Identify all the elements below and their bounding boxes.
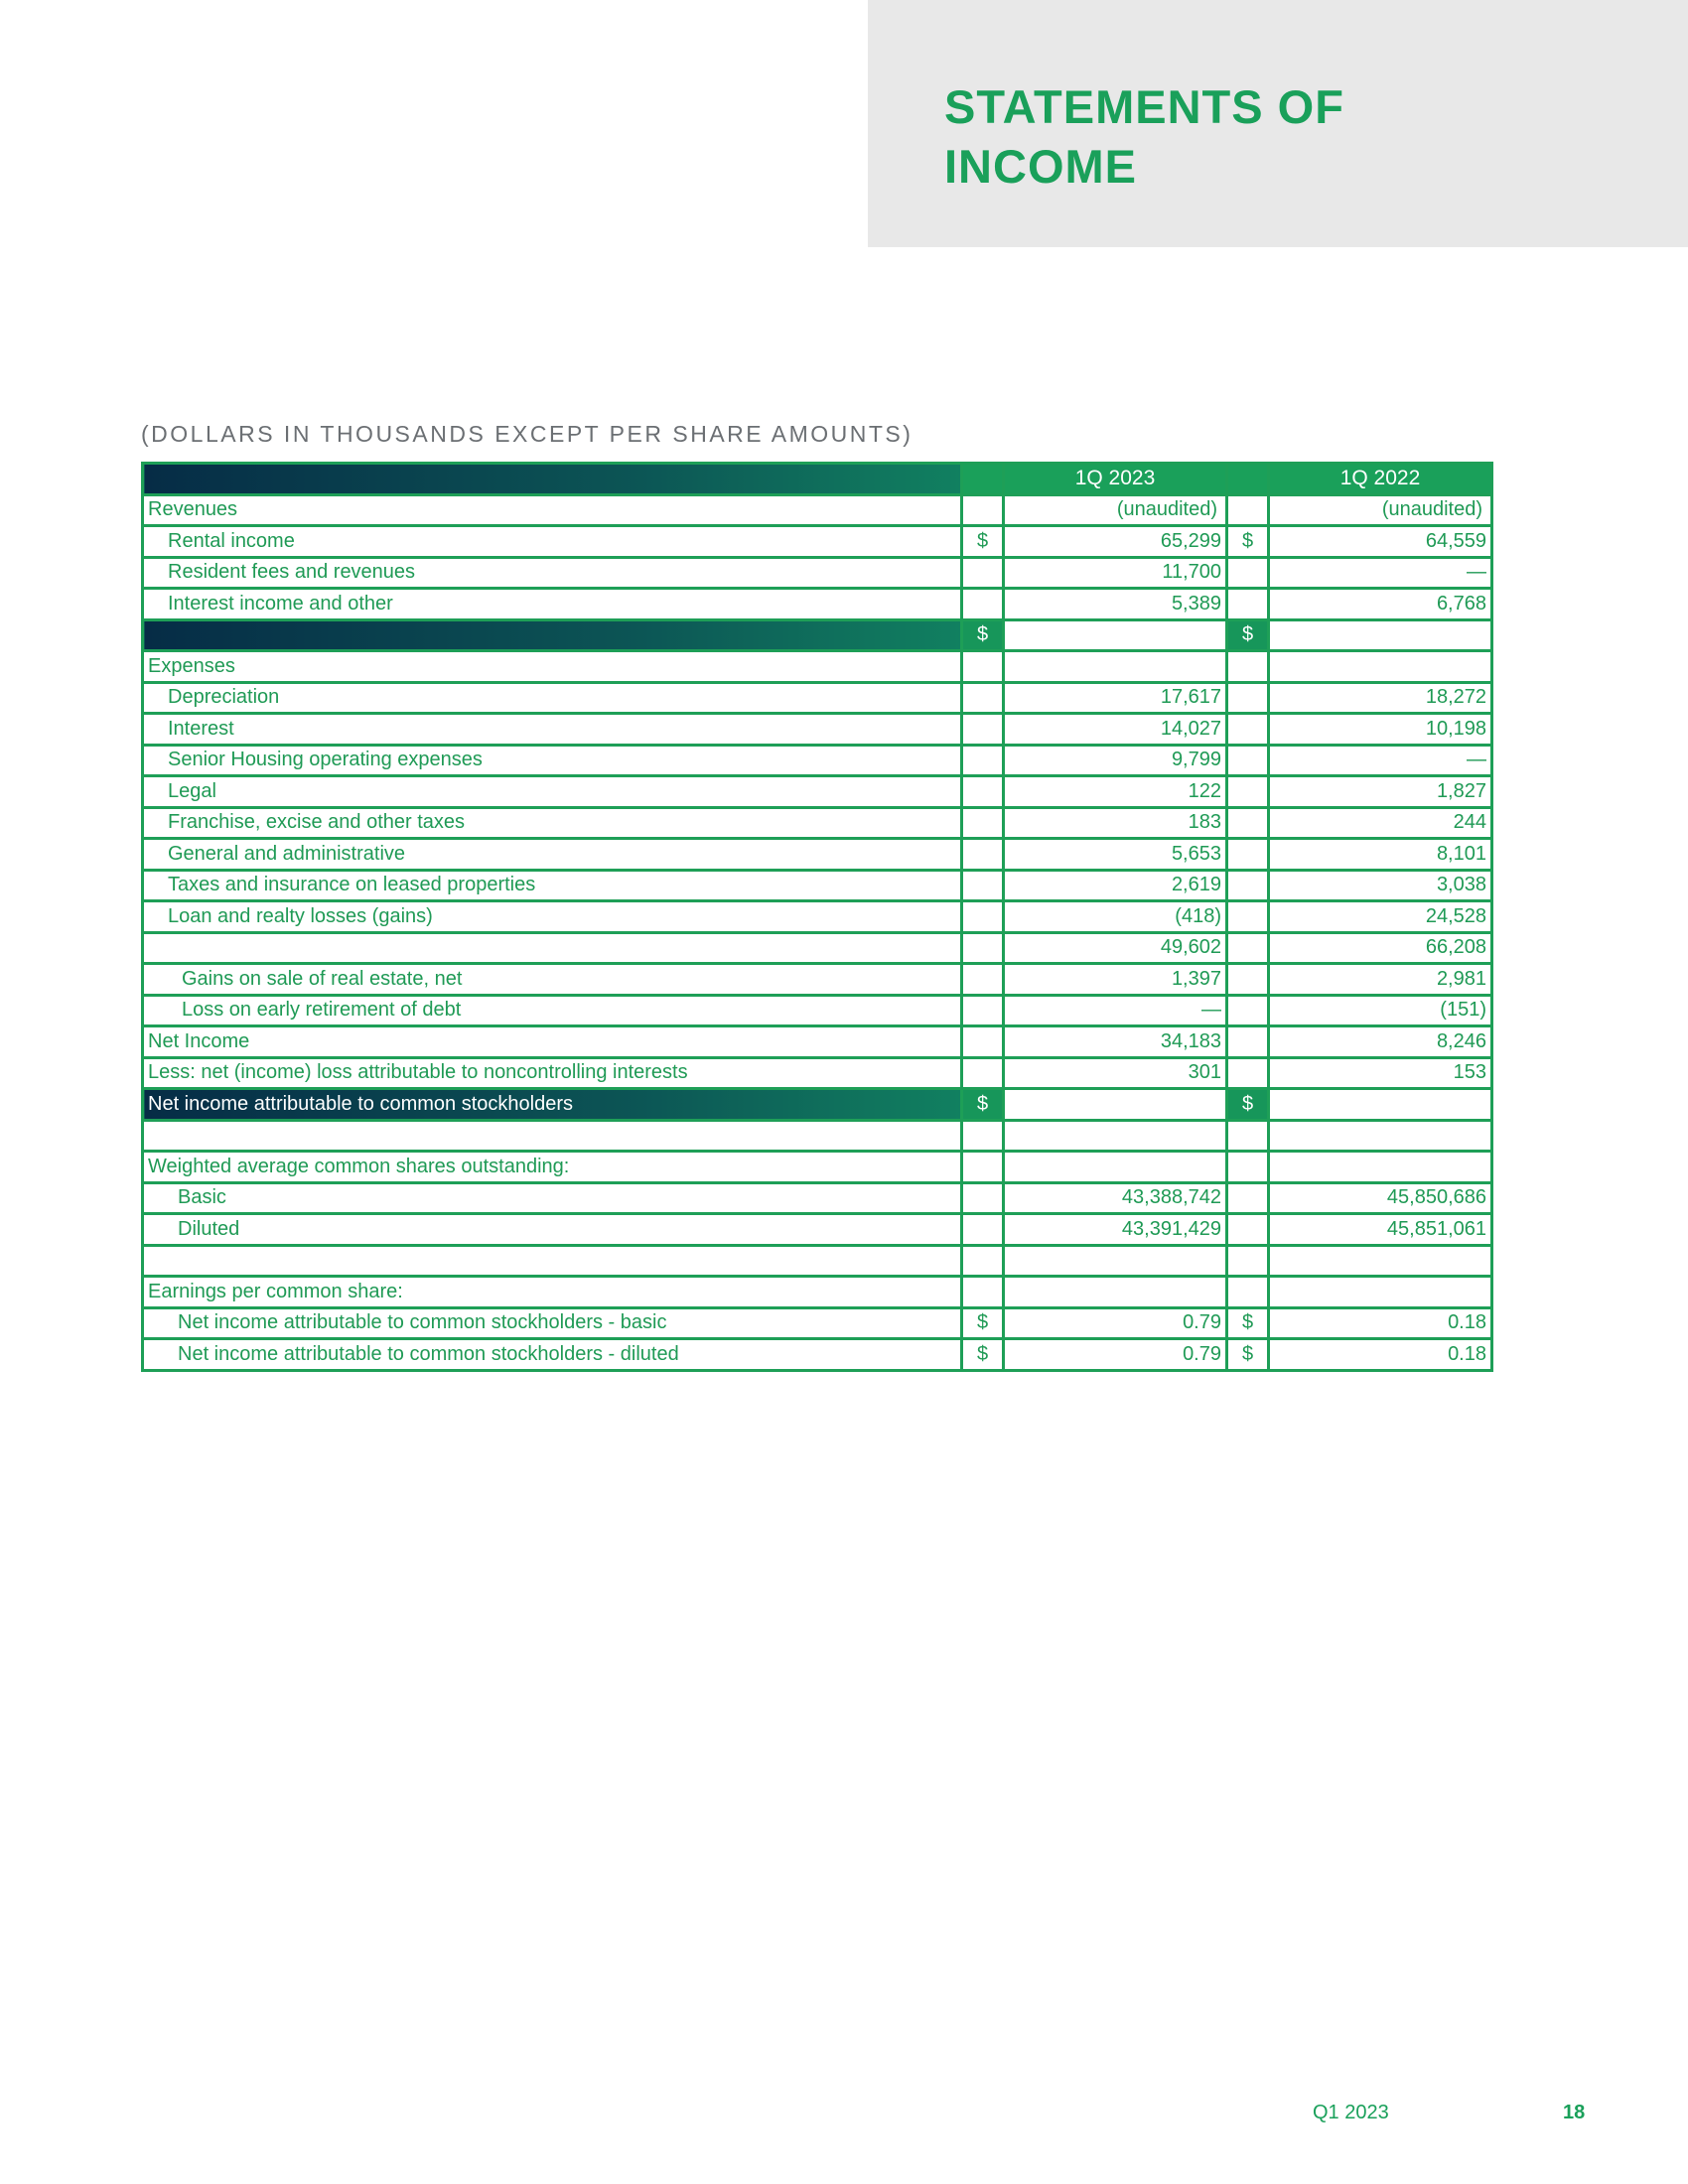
row-value-b: 18,272 <box>1269 682 1492 714</box>
income-statement-table <box>141 462 1493 1372</box>
row-label: Loan and realty losses (gains) <box>143 901 962 933</box>
header-sym-cell <box>1227 464 1269 495</box>
row-value-b: 153 <box>1269 1057 1492 1089</box>
row-value-a: 0.79 <box>1004 1307 1227 1339</box>
row-value-b: 1,827 <box>1269 776 1492 808</box>
row-sym-a <box>962 1182 1004 1214</box>
row-label: Expenses <box>143 651 962 683</box>
row-value-b: 8,101 <box>1269 839 1492 871</box>
row-value-a <box>1004 1245 1227 1277</box>
header-label-cell <box>143 464 962 495</box>
row-sym-b <box>1227 557 1269 589</box>
row-spacer <box>143 1120 1492 1152</box>
row-sym-b <box>1227 870 1269 901</box>
row-rental-income <box>143 526 1492 558</box>
row-value-a: 49,602 <box>1004 932 1227 964</box>
row-value-a: (418) <box>1004 901 1227 933</box>
row-sym-b: $ <box>1227 1089 1269 1121</box>
row-sym-a <box>962 745 1004 776</box>
row-value-b: 66,208 <box>1269 932 1492 964</box>
row-revenues <box>143 494 1492 526</box>
row-value-a: (unaudited) <box>1004 494 1227 526</box>
row-loss-early-retirement <box>143 995 1492 1026</box>
row-sym-a <box>962 682 1004 714</box>
row-sym-b <box>1227 1245 1269 1277</box>
row-interest <box>143 714 1492 746</box>
row-sym-b <box>1227 1026 1269 1058</box>
row-value-a: 82,388 <box>1004 619 1227 651</box>
row-legal <box>143 776 1492 808</box>
row-value-b <box>1269 1152 1492 1183</box>
row-value-b: 24,528 <box>1269 901 1492 933</box>
row-franchise-taxes <box>143 807 1492 839</box>
row-label: Net income attributable to common stockholders - diluted <box>143 1339 962 1371</box>
row-label: Gains on sale of real estate, net <box>143 964 962 996</box>
row-eps-basic <box>143 1307 1492 1339</box>
row-value-a: 5,653 <box>1004 839 1227 871</box>
row-label <box>143 932 962 964</box>
row-value-b: 64,559 <box>1269 526 1492 558</box>
footer-period: Q1 2023 <box>1313 2102 1389 2123</box>
row-label: Basic <box>143 1182 962 1214</box>
row-value-b: 3,038 <box>1269 870 1492 901</box>
row-value-a: — <box>1004 995 1227 1026</box>
title-line-2: INCOME <box>944 140 1137 193</box>
row-value-b: 2,981 <box>1269 964 1492 996</box>
row-sym-b <box>1227 1120 1269 1152</box>
row-value-b: — <box>1269 745 1492 776</box>
row-sym-a <box>962 1214 1004 1246</box>
row-value-a: 5,389 <box>1004 589 1227 620</box>
row-label: Revenues <box>143 494 962 526</box>
row-label: Weighted average common shares outstanding: <box>143 1152 962 1183</box>
row-sym-a <box>962 714 1004 746</box>
row-sym-b <box>1227 745 1269 776</box>
row-value-b: 8,246 <box>1269 1026 1492 1058</box>
row-total-revenues <box>143 619 1492 651</box>
title-panel <box>868 0 1688 247</box>
row-value-b: 45,851,061 <box>1269 1214 1492 1246</box>
row-value-a <box>1004 651 1227 683</box>
row-sym-b <box>1227 589 1269 620</box>
row-value-b: 6,768 <box>1269 589 1492 620</box>
row-sym-a <box>962 1152 1004 1183</box>
title-line-1: STATEMENTS OF <box>944 80 1344 133</box>
row-sym-b: $ <box>1227 619 1269 651</box>
header-sym-cell <box>962 464 1004 495</box>
row-sym-a <box>962 995 1004 1026</box>
row-net-income-common <box>143 1089 1492 1121</box>
row-label: Resident fees and revenues <box>143 557 962 589</box>
row-sym-a <box>962 807 1004 839</box>
row-sym-a <box>962 901 1004 933</box>
row-sym-b <box>1227 932 1269 964</box>
row-sym-a <box>962 557 1004 589</box>
row-value-a: 301 <box>1004 1057 1227 1089</box>
row-sym-b <box>1227 1152 1269 1183</box>
row-sym-b <box>1227 494 1269 526</box>
row-label: Senior Housing operating expenses <box>143 745 962 776</box>
row-sym-b <box>1227 1057 1269 1089</box>
row-value-b: 71,327 <box>1269 619 1492 651</box>
row-sym-b <box>1227 807 1269 839</box>
row-label: Interest <box>143 714 962 746</box>
row-spacer <box>143 1245 1492 1277</box>
row-value-b: (unaudited) <box>1269 494 1492 526</box>
row-general-admin <box>143 839 1492 871</box>
row-sym-a: $ <box>962 1089 1004 1121</box>
row-label: Taxes and insurance on leased properties <box>143 870 962 901</box>
row-sym-b <box>1227 1182 1269 1214</box>
row-sym-b <box>1227 964 1269 996</box>
row-sym-b <box>1227 839 1269 871</box>
page-number: 18 <box>1563 2102 1586 2123</box>
page-title <box>944 77 1344 197</box>
row-value-a: 11,700 <box>1004 557 1227 589</box>
row-total-expenses <box>143 932 1492 964</box>
row-sym-b: $ <box>1227 1339 1269 1371</box>
row-label: Net income attributable to common stockholders <box>143 1089 962 1121</box>
row-label <box>143 1120 962 1152</box>
row-label: General and administrative <box>143 839 962 871</box>
row-sym-a: $ <box>962 619 1004 651</box>
row-value-a: 1,397 <box>1004 964 1227 996</box>
row-sym-b <box>1227 995 1269 1026</box>
row-loan-realty-losses <box>143 901 1492 933</box>
row-weighted-average-shares <box>143 1152 1492 1183</box>
row-sym-b <box>1227 651 1269 683</box>
row-sym-b <box>1227 901 1269 933</box>
row-label: Net income attributable to common stockholders - basic <box>143 1307 962 1339</box>
row-taxes-insurance <box>143 870 1492 901</box>
row-value-b: 0.18 <box>1269 1307 1492 1339</box>
row-value-a <box>1004 1120 1227 1152</box>
row-value-b <box>1269 651 1492 683</box>
row-label: Rental income <box>143 526 962 558</box>
row-senior-housing <box>143 745 1492 776</box>
row-label <box>143 1245 962 1277</box>
row-sym-a: $ <box>962 526 1004 558</box>
row-sym-a <box>962 932 1004 964</box>
row-diluted-shares <box>143 1214 1492 1246</box>
row-label: Diluted <box>143 1214 962 1246</box>
row-value-a: 0.79 <box>1004 1339 1227 1371</box>
row-value-b: 10,198 <box>1269 714 1492 746</box>
row-value-a: 65,299 <box>1004 526 1227 558</box>
row-sym-a <box>962 776 1004 808</box>
header-row <box>143 464 1492 495</box>
row-value-a: 14,027 <box>1004 714 1227 746</box>
row-sym-a <box>962 589 1004 620</box>
row-label <box>143 619 962 651</box>
row-value-b: 244 <box>1269 807 1492 839</box>
row-value-a: 17,617 <box>1004 682 1227 714</box>
row-value-a: 43,388,742 <box>1004 1182 1227 1214</box>
row-label: Net Income <box>143 1026 962 1058</box>
row-sym-b <box>1227 1277 1269 1308</box>
row-label: Legal <box>143 776 962 808</box>
row-value-a: 43,391,429 <box>1004 1214 1227 1246</box>
row-sym-a <box>962 1245 1004 1277</box>
row-label: Interest income and other <box>143 589 962 620</box>
row-expenses <box>143 651 1492 683</box>
row-net-income <box>143 1026 1492 1058</box>
row-value-a: 34,484 <box>1004 1089 1227 1121</box>
row-value-b: (151) <box>1269 995 1492 1026</box>
column-header-1q2023: 1Q 2023 <box>1004 464 1227 495</box>
row-value-a: 183 <box>1004 807 1227 839</box>
row-sym-a <box>962 964 1004 996</box>
row-sym-a <box>962 839 1004 871</box>
row-label: Earnings per common share: <box>143 1277 962 1308</box>
row-value-b: 45,850,686 <box>1269 1182 1492 1214</box>
row-value-b <box>1269 1120 1492 1152</box>
row-value-a <box>1004 1152 1227 1183</box>
row-sym-a <box>962 1026 1004 1058</box>
row-sym-b: $ <box>1227 1307 1269 1339</box>
row-resident-fees <box>143 557 1492 589</box>
row-value-b: 0.18 <box>1269 1339 1492 1371</box>
row-sym-a <box>962 1057 1004 1089</box>
row-depreciation <box>143 682 1492 714</box>
row-sym-a <box>962 494 1004 526</box>
row-label: Loss on early retirement of debt <box>143 995 962 1026</box>
row-noncontrolling-interests <box>143 1057 1492 1089</box>
row-label: Less: net (income) loss attributable to noncontrolling interests <box>143 1057 962 1089</box>
row-eps-diluted <box>143 1339 1492 1371</box>
row-earnings-per-share <box>143 1277 1492 1308</box>
row-sym-a: $ <box>962 1307 1004 1339</box>
row-interest-income <box>143 589 1492 620</box>
row-value-a: 2,619 <box>1004 870 1227 901</box>
row-sym-b <box>1227 776 1269 808</box>
row-sym-b <box>1227 1214 1269 1246</box>
row-value-b: 8,399 <box>1269 1089 1492 1121</box>
row-gains-on-sale <box>143 964 1492 996</box>
row-sym-b: $ <box>1227 526 1269 558</box>
row-basic-shares <box>143 1182 1492 1214</box>
row-sym-a <box>962 1277 1004 1308</box>
row-value-a: 34,183 <box>1004 1026 1227 1058</box>
row-value-b <box>1269 1245 1492 1277</box>
column-header-1q2022: 1Q 2022 <box>1269 464 1492 495</box>
row-sym-a <box>962 870 1004 901</box>
row-value-a <box>1004 1277 1227 1308</box>
row-value-b: — <box>1269 557 1492 589</box>
row-sym-a <box>962 1120 1004 1152</box>
row-sym-a <box>962 651 1004 683</box>
row-sym-a: $ <box>962 1339 1004 1371</box>
row-value-b <box>1269 1277 1492 1308</box>
row-sym-b <box>1227 682 1269 714</box>
row-sym-b <box>1227 714 1269 746</box>
row-label: Franchise, excise and other taxes <box>143 807 962 839</box>
row-value-a: 122 <box>1004 776 1227 808</box>
row-value-a: 9,799 <box>1004 745 1227 776</box>
units-caption: (DOLLARS IN THOUSANDS EXCEPT PER SHARE AMOUNTS) <box>141 421 914 447</box>
row-label: Depreciation <box>143 682 962 714</box>
